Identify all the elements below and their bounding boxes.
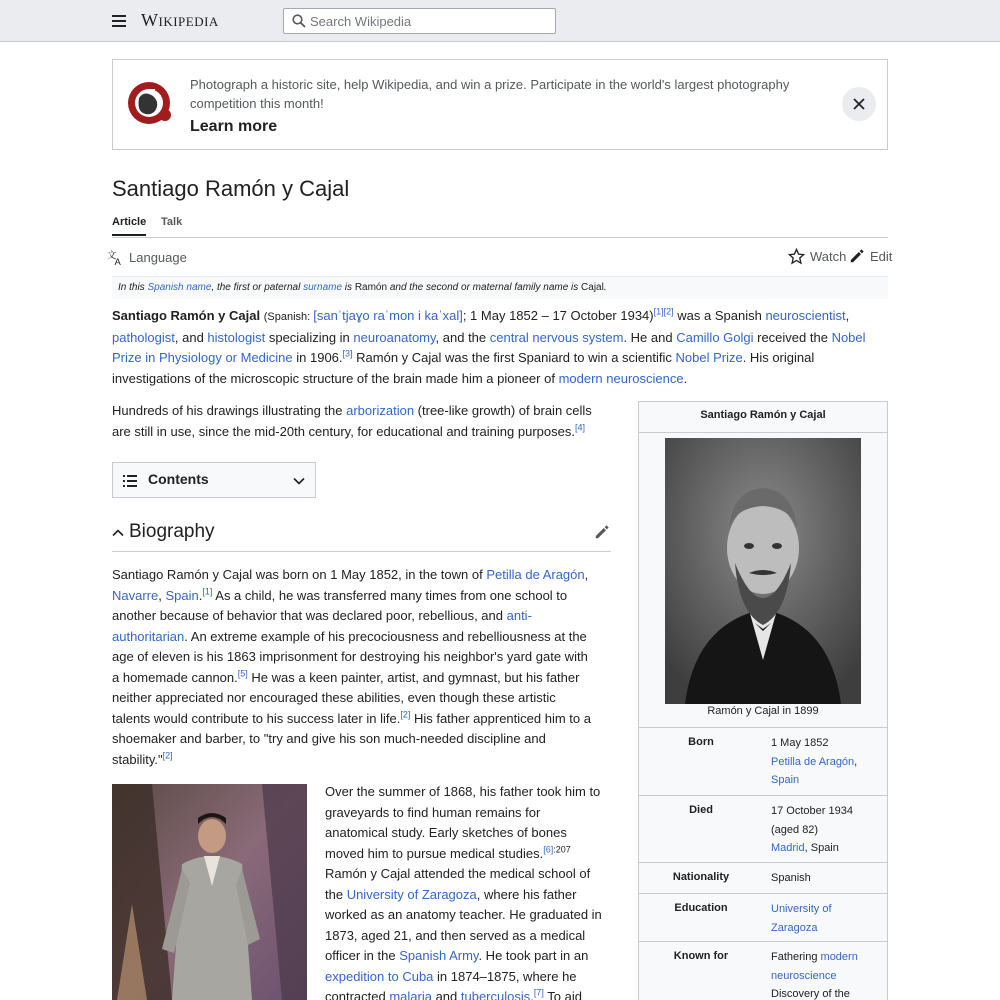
drawings-paragraph	[112, 401, 622, 442]
tuberculosis-link[interactable]: tuberculosis	[460, 989, 531, 1000]
born-place-link[interactable]: Petilla de Aragón	[771, 755, 855, 768]
para-text: are still in use, since the mid-20th century, for educational and training purposes.	[112, 423, 575, 439]
svg-text:文: 文	[107, 249, 117, 261]
para-text: Hundreds of his drawings illustrating the	[112, 403, 347, 418]
hatnote-text: .	[603, 282, 607, 293]
citation-5[interactable]: [5]	[237, 668, 248, 679]
para-line	[112, 750, 622, 771]
navarre-link[interactable]: Navarre	[112, 587, 159, 603]
main-menu-button[interactable]	[108, 10, 130, 32]
language-button[interactable]	[107, 248, 187, 266]
died-place-line	[771, 839, 883, 858]
ipa-link[interactable]: [sanˈtjaɣo raˈmon i kaˈxal]	[313, 308, 463, 323]
known-for-value	[771, 948, 883, 1000]
modern-neuroscience-link[interactable]: modern neuroscience	[558, 370, 684, 386]
para-line	[325, 967, 625, 988]
page-title: Santiago Ramón y Cajal	[112, 176, 350, 201]
nobel-medicine-link[interactable]: Nobel	[831, 329, 866, 345]
language-icon	[107, 249, 124, 266]
died-date: 17 October 1934	[771, 805, 853, 817]
star-icon	[788, 248, 805, 265]
cns-link[interactable]: central nervous system	[489, 329, 624, 345]
lead-line	[112, 348, 888, 369]
neuroanatomy-link[interactable]: neuroanatomy	[353, 329, 436, 345]
search-box[interactable]	[283, 8, 556, 34]
lead-text: ; 1 May 1852 – 17 October 1934)	[462, 308, 654, 323]
infobox-divider	[639, 432, 887, 433]
anti-authoritarian-link[interactable]: authoritarian	[112, 628, 185, 644]
infobox-row-died	[639, 795, 887, 862]
portrait-photo-art	[665, 438, 861, 704]
campaign-banner	[112, 59, 888, 150]
para-text: Santiago Ramón y Cajal was born on 1 May 1852, in the town of	[112, 567, 487, 582]
died-place-link[interactable]: Madrid	[771, 842, 805, 854]
hamburger-icon	[112, 15, 126, 17]
spanish-name-link[interactable]: Spanish name	[147, 282, 212, 293]
lead-name: Santiago Ramón y Cajal	[112, 308, 261, 323]
para-text: contracted	[325, 989, 390, 1000]
citation-4[interactable]: [4]	[574, 422, 585, 433]
infobox-row-known-for	[639, 941, 887, 1000]
education-label: Education	[674, 902, 728, 914]
edit-button[interactable]	[849, 248, 892, 264]
para-text: . He took part in an	[478, 948, 589, 963]
para-text: , where his father	[476, 886, 577, 902]
para-text: and	[431, 989, 461, 1000]
education-line	[771, 900, 883, 919]
edit-label: Edit	[870, 248, 893, 264]
pencil-icon[interactable]	[594, 524, 610, 540]
painted-portrait-art	[112, 784, 307, 1000]
lead-line	[112, 328, 888, 349]
citation-1[interactable]: [1]	[653, 306, 664, 317]
para-line: worked as an anatomy teacher. He graduated in	[325, 907, 602, 922]
para-text: moved him to pursue medical studies.	[325, 845, 544, 861]
born-country-link[interactable]: Spain	[771, 774, 800, 786]
banner-close-button[interactable]	[842, 87, 876, 121]
lead-text: was a Spanish	[673, 308, 766, 323]
lead-text: . His original	[742, 350, 815, 365]
para-text: As a child, he was transferred many times from one school to	[212, 587, 568, 603]
lead-text: , and	[174, 329, 208, 345]
language-label: Language	[129, 249, 187, 265]
education-link[interactable]: University of	[771, 903, 832, 915]
para-line: age of eleven is his 1863 imprisonment for destroying his neighbor's yard gate with	[112, 649, 588, 664]
lead-line	[112, 369, 888, 390]
lead-text: in 1906.	[292, 350, 343, 365]
citation-7[interactable]: [7]	[533, 987, 544, 998]
para-text: He was a keen painter, artist, and gymnast, but his father	[247, 669, 580, 685]
contents-toggle[interactable]	[112, 462, 316, 498]
lead-line	[112, 306, 888, 328]
education-line	[771, 919, 883, 938]
infobox-row-education	[639, 893, 887, 941]
modern-neuroscience-link[interactable]: modern	[820, 951, 858, 963]
svg-text:A: A	[114, 256, 121, 266]
citation-3[interactable]: [3]	[342, 348, 353, 359]
para-line	[112, 668, 622, 689]
hatnote-maternal: Cajal	[581, 282, 604, 293]
portrait-photo[interactable]	[665, 438, 861, 704]
wiki-loves-monuments-logo	[125, 80, 177, 126]
hatnote-text: is	[342, 282, 355, 293]
para-line	[112, 586, 622, 607]
para-line	[325, 987, 625, 1000]
born-label: Born	[688, 736, 714, 748]
painted-portrait-image[interactable]	[112, 784, 307, 1000]
known-text: Fathering	[771, 951, 821, 963]
para-line	[325, 844, 625, 865]
died-age: (aged 82)	[771, 823, 819, 836]
para-text: in 1874–1875, where he	[433, 968, 577, 984]
tab-talk[interactable]: Talk	[161, 216, 183, 228]
hatnote	[112, 276, 888, 299]
known-line	[771, 967, 883, 986]
nobel-medicine-link[interactable]: Prize in Physiology or Medicine	[112, 350, 293, 365]
para-text: the	[325, 886, 347, 902]
para-line: anatomical study. Early sketches of bones	[325, 825, 567, 840]
citation-2[interactable]: [2]	[162, 750, 173, 761]
lead-text: , and the	[435, 329, 490, 345]
citation-2[interactable]: [2]	[663, 306, 674, 317]
para-text: ,	[584, 567, 589, 582]
para-line	[112, 709, 622, 730]
hamburger-icon	[112, 20, 126, 22]
biography-heading	[112, 518, 611, 552]
watch-button[interactable]	[788, 248, 846, 265]
university-zaragoza-link[interactable]: University of Zaragoza	[346, 886, 477, 902]
lead-text: . He and	[623, 329, 677, 345]
anti-authoritarian-link[interactable]: anti-	[506, 608, 532, 623]
education-link[interactable]: Zaragoza	[771, 921, 818, 934]
para-text: officer in the	[325, 948, 400, 963]
born-comma: ,	[854, 755, 858, 768]
section-title: Biography	[129, 521, 215, 542]
born-country-line	[771, 771, 883, 790]
list-icon	[123, 474, 137, 488]
hatnote-text: , the first or paternal	[211, 282, 304, 293]
lead-text: Ramón y Cajal was the first Spaniard to win a scientific	[352, 350, 676, 365]
para-text: His father apprenticed him to a	[410, 710, 591, 726]
lead-text: ,	[845, 308, 850, 323]
lead-text: investigations of the microscopic structure of the brain made him a pioneer of	[112, 370, 559, 386]
para-line	[325, 885, 625, 906]
neuroscientist-link[interactable]: neuroscientist	[765, 308, 846, 323]
close-icon	[842, 87, 876, 121]
infobox-caption: Ramón y Cajal in 1899	[707, 705, 819, 717]
born-place-line	[771, 753, 883, 772]
para-text: To aid	[543, 989, 582, 1000]
lead-paragraph	[112, 306, 888, 389]
known-for-label: Known for	[673, 950, 729, 962]
chevron-down-icon	[293, 475, 305, 487]
infobox-row-nationality	[639, 862, 887, 893]
watch-label: Watch	[810, 249, 847, 264]
expedition-cuba-link[interactable]: expedition to Cuba	[325, 968, 434, 984]
para-line: neither appreciated nor encouraged these abilities, even though these artistic	[112, 690, 556, 705]
citation-6[interactable]: [6]	[543, 844, 554, 855]
known-line: Discovery of the	[771, 988, 850, 1000]
contents-label: Contents	[148, 471, 209, 487]
citation-2[interactable]: [2]	[400, 709, 411, 720]
histologist-link[interactable]: histologist	[207, 329, 266, 345]
para-line	[112, 565, 622, 586]
para-line	[112, 401, 622, 422]
pathologist-link[interactable]: pathologist	[112, 329, 175, 345]
hatnote-text: and the second or maternal family name is	[387, 282, 582, 293]
para-line: Over the summer of 1868, his father took him to	[325, 784, 601, 799]
para-text: . An extreme example of his precociousness and rebelliousness at the	[184, 628, 587, 644]
lead-text: .	[683, 370, 688, 386]
born-value	[771, 734, 883, 790]
para-line	[325, 946, 625, 967]
wikipedia-logo[interactable]: Wikipedia	[141, 10, 219, 30]
known-line	[771, 948, 883, 967]
para-line	[112, 606, 622, 627]
citation-page: :207	[553, 844, 571, 855]
para-text: a homemade cannon.	[112, 669, 238, 685]
arborization-link[interactable]: arborization	[346, 403, 415, 418]
education-value	[771, 900, 883, 937]
hamburger-icon	[112, 25, 126, 27]
malaria-link[interactable]: malaria	[389, 989, 432, 1000]
para-text: .	[198, 587, 203, 603]
search-input[interactable]	[310, 11, 550, 31]
surname-link[interactable]: surname	[303, 282, 343, 293]
modern-neuroscience-link[interactable]: neuroscience	[771, 969, 837, 982]
nobel-prize-link[interactable]: Nobel Prize	[675, 350, 743, 365]
para-text: ,	[158, 587, 166, 603]
para-text: stability."	[112, 751, 163, 767]
para-line: shoemaker and barber, to "try and give his son much-needed discipline and	[112, 731, 546, 746]
para-text: talents would contribute to his success later in life.	[112, 710, 401, 726]
infobox	[638, 401, 888, 1000]
born-date: 1 May 1852	[771, 737, 829, 749]
died-country: , Spain	[804, 842, 839, 854]
citation-1[interactable]: [1]	[202, 586, 213, 597]
nationality-label: Nationality	[672, 871, 730, 883]
para-text: another because of behavior that was declared poor, rebellious, and	[112, 608, 507, 623]
learn-more-link[interactable]: Learn more	[190, 118, 278, 135]
para-text: .	[530, 989, 534, 1000]
died-value	[771, 802, 883, 858]
infobox-row-born	[639, 727, 887, 795]
lead-text: specializing in	[265, 329, 354, 345]
infobox-title: Santiago Ramón y Cajal	[700, 409, 826, 421]
spain-link[interactable]: Spain	[165, 587, 199, 603]
para-line: graveyards to find human remains for	[325, 804, 541, 820]
tab-article[interactable]: Article	[112, 216, 146, 236]
golgi-link[interactable]: Camillo Golgi	[676, 329, 754, 345]
lead-text: received the	[753, 329, 832, 345]
biography-paragraph-1	[112, 565, 622, 770]
para-line: Ramón y Cajal attended the medical school of	[325, 866, 591, 881]
hatnote-text: In this	[118, 282, 148, 293]
para-line: 1873, aged 21, and then served as a medical	[325, 927, 586, 943]
search-icon	[292, 14, 306, 28]
died-label: Died	[689, 804, 713, 816]
page-tabs	[112, 214, 888, 238]
biography-paragraph-2	[325, 782, 625, 1000]
para-text: (tree-like growth) of brain cells	[414, 403, 592, 418]
para-line	[112, 627, 622, 648]
hatnote-paternal: Ramón	[354, 282, 388, 293]
nationality-value: Spanish	[771, 872, 811, 884]
pencil-icon	[849, 248, 865, 264]
chevron-up-icon[interactable]	[112, 527, 124, 539]
banner-message: Photograph a historic site, help Wikipedia, and win a prize. Participate in the world's largest photography competition this month!	[190, 77, 790, 111]
spanish-army-link[interactable]: Spanish Army	[399, 948, 479, 963]
petilla-link[interactable]: Petilla de Aragón	[486, 567, 585, 582]
lead-text: (Spanish:	[263, 311, 314, 323]
site-header	[0, 0, 1000, 42]
para-line	[112, 422, 622, 443]
